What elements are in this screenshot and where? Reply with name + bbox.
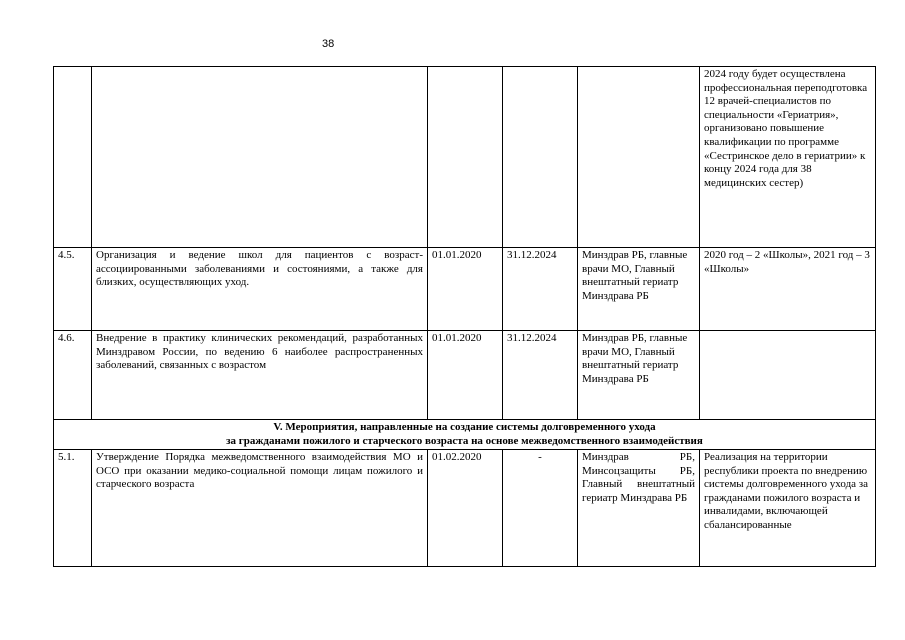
cell-responsible: Минздрав РБ, Минсоцзащиты РБ, Главный внештатный гериатр Минздрава РБ [578, 450, 700, 567]
cell-description: Организация и ведение школ для пациентов с возраст-ассоциированными заболеваниями и состояниями, а также для близких, осуществляющих уход. [92, 248, 428, 331]
cell-end-date [503, 67, 578, 248]
section-header-v [54, 420, 876, 450]
cell-start-date [428, 67, 503, 248]
cell-number: 4.5. [54, 248, 92, 331]
cell-result: Реализация на территории республики проекта по внедрению системы долговременного ухода за гражданами пожилого возраста и инвалидами, включающей сбалансированные [700, 450, 876, 567]
cell-responsible: Минздрав РБ, главные врачи МО, Главный внештатный гериатр Минздрава РБ [578, 248, 700, 331]
cell-start-date: 01.02.2020 [428, 450, 503, 567]
cell-end-date: 31.12.2024 [503, 331, 578, 420]
section-title-line-1: V. Мероприятия, направленные на создание системы долговременного ухода [273, 421, 656, 433]
cell-number [54, 67, 92, 248]
cell-end-date: - [503, 450, 578, 567]
table-row-4-6 [54, 331, 876, 420]
cell-end-date: 31.12.2024 [503, 248, 578, 331]
section-title-line-2: за гражданами пожилого и старческого возраста на основе межведомственного взаимодействия [226, 434, 703, 447]
cell-responsible: Минздрав РБ, главные врачи МО, Главный внештатный гериатр Минздрава РБ [578, 331, 700, 420]
cell-number: 5.1. [54, 450, 92, 567]
cell-result: 2020 год – 2 «Школы», 2021 год – 3 «Школы» [700, 248, 876, 331]
cell-start-date: 01.01.2020 [428, 331, 503, 420]
cell-description [92, 67, 428, 248]
cell-number: 4.6. [54, 331, 92, 420]
table-row-5-1 [54, 450, 876, 567]
cell-responsible [578, 67, 700, 248]
cell-description: Утверждение Порядка межведомственного взаимодействия МО и ОСО при оказании медико-социальной помощи лицам пожилого и старческого возраста [92, 450, 428, 567]
cell-start-date: 01.01.2020 [428, 248, 503, 331]
cell-result [700, 331, 876, 420]
section-title [54, 420, 876, 450]
table-row-continuation [54, 67, 876, 248]
page-number: 38 [322, 38, 335, 50]
activity-plan-table [53, 66, 876, 567]
cell-result: 2024 году будет осуществлена профессиональная переподготовка 12 врачей-специалистов по специальности «Гериатрия», организовано повышение квалификации по программе «Сестринское дело в гериатрии» к концу 2024 года для 38 медицинских сестер) [700, 67, 876, 248]
cell-description: Внедрение в практику клинических рекомендаций, разработанных Минздравом России, по ведению 6 наиболее распространенных заболеваний, связанных с возрастом [92, 331, 428, 420]
table-row-4-5 [54, 248, 876, 331]
